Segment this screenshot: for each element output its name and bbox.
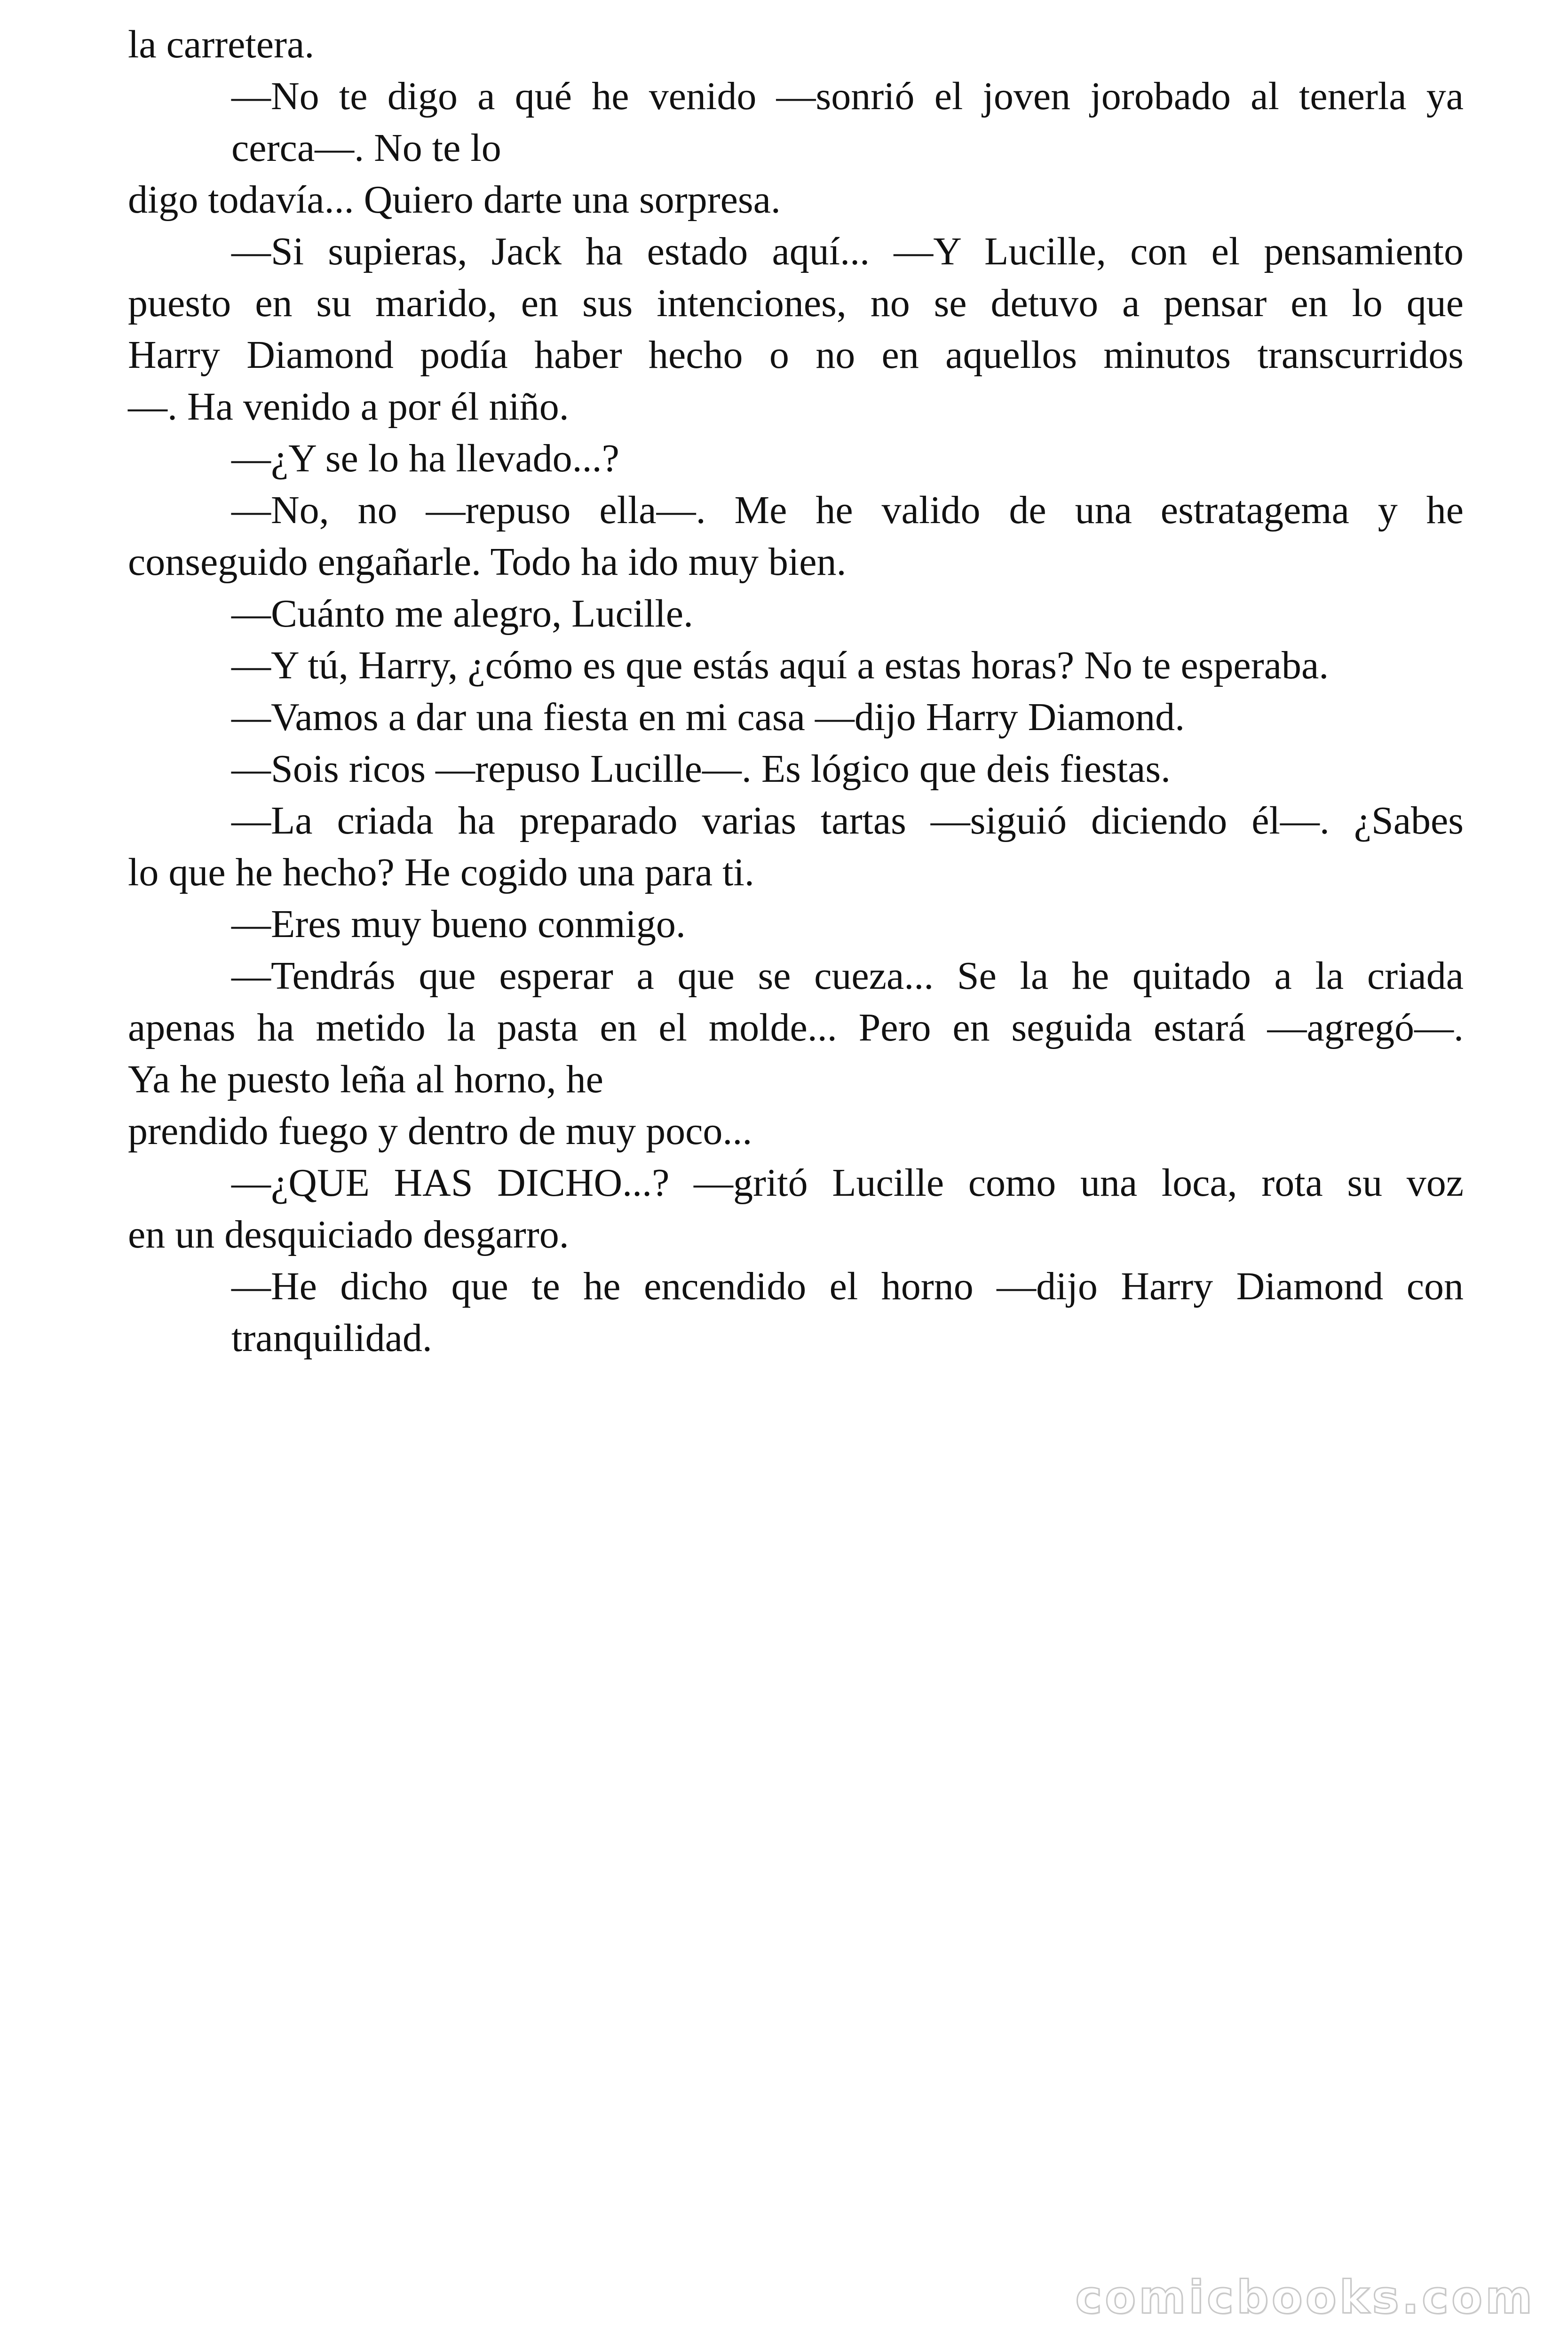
watermark: comicbooks.com [1075,2271,1535,2324]
text-line: —La criada ha preparado varias tartas —siguió diciendo él—. ¿Sabes [231,799,1464,842]
text-line: —Si supieras, Jack ha estado aquí... —Y Lucille, con el pensamiento [231,230,1464,273]
text-line: apenas ha metido la pasta en el molde... Pero en seguida estará —agregó—. [128,1006,1464,1049]
text-line: —. Ha venido a por él niño. [128,385,569,429]
page-text [128,19,1464,1364]
text-line: prendido fuego y dentro de muy poco... [128,1109,752,1153]
text-line: Harry Diamond podía haber hecho o no en aquellos minutos transcurridos [128,333,1464,377]
text-line: digo todavía... Quiero darte una sorpresa. [128,178,781,222]
text-line: en un desquiciado desgarro. [128,1213,569,1256]
text-line: —Y tú, Harry, ¿cómo es que estás aquí a estas horas? No te esperaba. [231,644,1329,687]
text-line: cerca—. No te lo [231,126,501,170]
text-line: —Cuánto me alegro, Lucille. [231,592,694,636]
text-line: la carretera. [128,23,315,66]
text-line: puesto en su marido, en sus intenciones, no se detuvo a pensar en lo que [128,281,1464,325]
text-line: lo que he hecho? He cogido una para ti. [128,850,754,894]
text-line: Ya he puesto leña al horno, he [128,1057,603,1101]
text-line: —Tendrás que esperar a que se cueza... Se la he quitado a la criada [231,954,1464,998]
text-line: —¿Y se lo ha llevado...? [231,437,619,480]
text-line: —No, no —repuso ella—. Me he valido de una estratagema y he [231,488,1464,532]
text-line: —He dicho que te he encendido el horno —dijo Harry Diamond con [231,1264,1464,1308]
text-line: —Sois ricos —repuso Lucille—. Es lógico que deis fiestas. [231,747,1171,791]
text-line: —Eres muy bueno conmigo. [231,902,686,946]
text-line: —Vamos a dar una fiesta en mi casa —dijo Harry Diamond. [231,695,1185,739]
text-line: —No te digo a qué he venido —sonrió el joven jorobado al tenerla ya [231,74,1464,118]
text-line: conseguido engañarle. Todo ha ido muy bien. [128,540,847,584]
text-line: tranquilidad. [231,1316,432,1360]
text-line: —¿QUE HAS DICHO...? —gritó Lucille como una loca, rota su voz [231,1161,1464,1205]
